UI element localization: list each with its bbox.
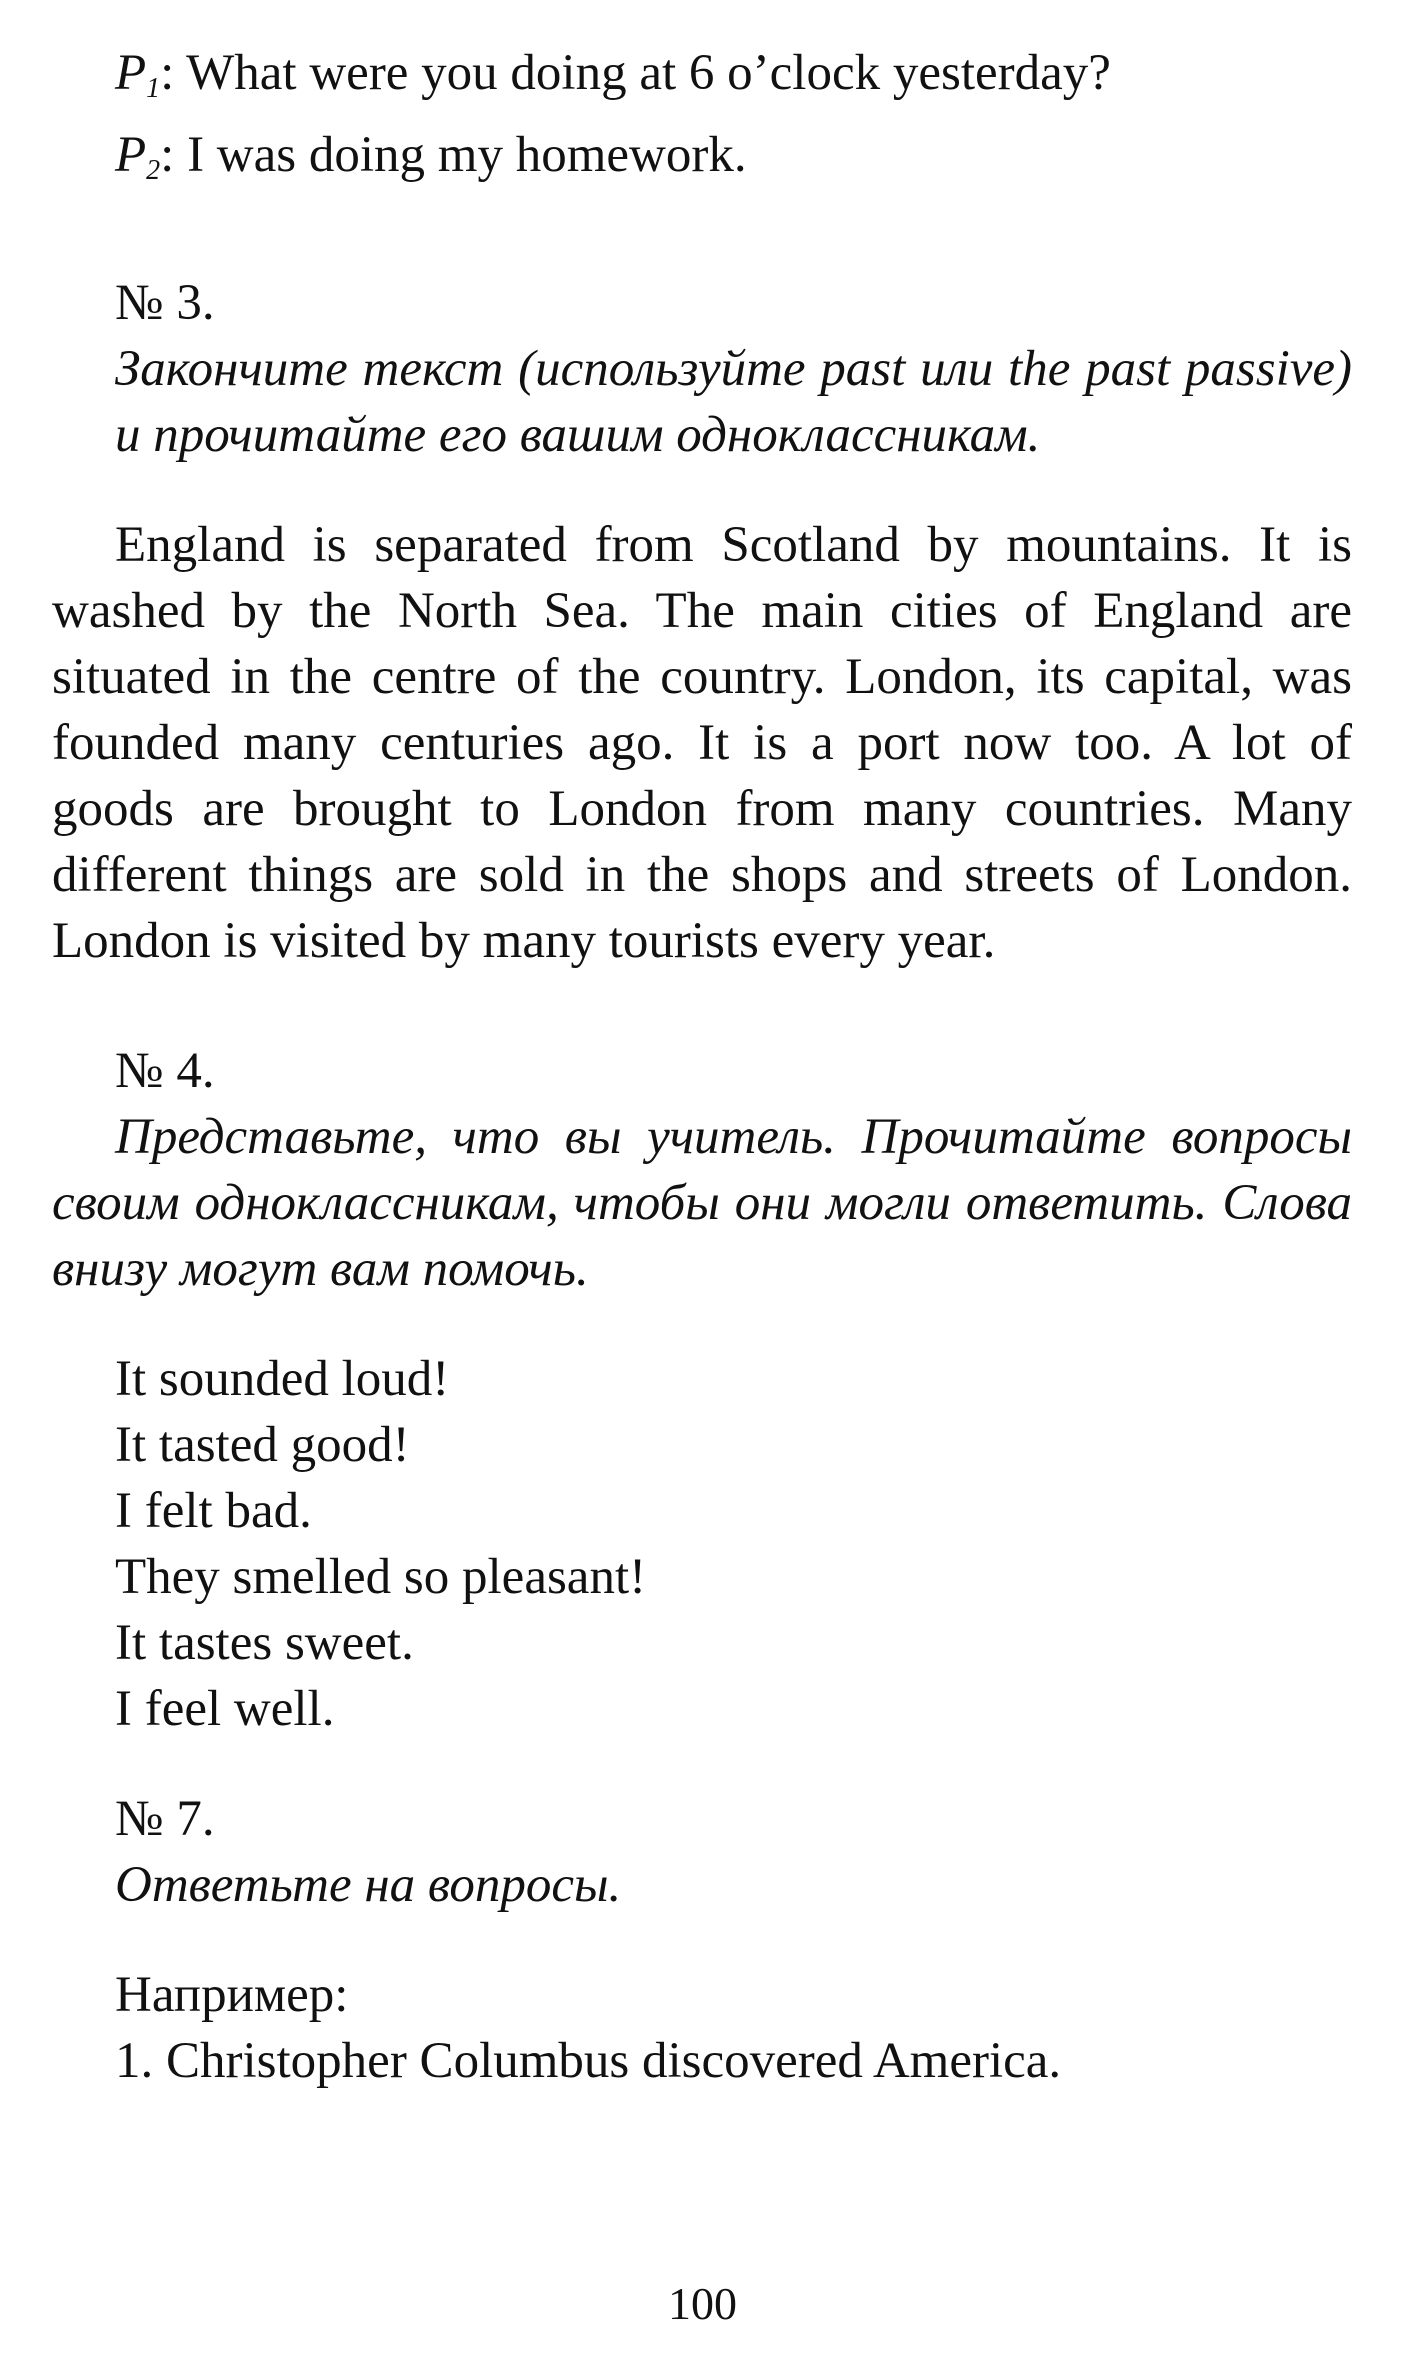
speaker-label — [115, 45, 161, 104]
dialog-text: : I was doing my homework. — [160, 127, 747, 183]
example-label: Например: — [115, 1967, 349, 2023]
page-number: 100 — [668, 2278, 737, 2329]
speaker-letter: P — [115, 127, 147, 183]
exercise-7-number: № 7. — [115, 1791, 215, 1847]
speaker-label — [115, 127, 161, 186]
exercise-7-instruction: Ответьте на вопросы. — [115, 1857, 622, 1913]
dialog-text: : What were you doing at 6 o’clock yesterday? — [160, 45, 1111, 101]
exercise-3-instruction: Закончите текст (используйте past или the past passive) и прочитайте его вашим одноклассникам. — [115, 341, 1352, 463]
speaker-subscript: 2 — [146, 155, 161, 186]
exercise-4-line: They smelled so pleasant! — [115, 1549, 647, 1605]
exercise-4-line: It tastes sweet. — [115, 1615, 414, 1671]
speaker-subscript: 1 — [146, 73, 161, 104]
exercise-3-text: England is separated from Scotland by mountains. It is washed by the North Sea. The main cities of England are situated in the centre of the country. London, its capital, was founded many centuries ago. It is a port now too. A lot of goods are brought to London from many countries. Many different things are sold in the shops and streets of London. London is visited by many tourists every year. — [52, 517, 1352, 969]
exercise-4-line: I feel well. — [115, 1681, 335, 1737]
exercise-4-line: It sounded loud! — [115, 1351, 450, 1407]
exercise-4-line: It tasted good! — [115, 1417, 410, 1473]
dialog-line-1 — [115, 40, 1352, 122]
exercise-3-number: № 3. — [115, 275, 215, 331]
exercise-4-line: I felt bad. — [115, 1483, 312, 1539]
exercise-4-lines — [52, 1346, 1352, 1742]
page-content — [52, 40, 1352, 2094]
example-sentence: 1. Christopher Columbus discovered America. — [115, 2033, 1062, 2089]
dialog-line-2 — [115, 122, 1352, 204]
speaker-letter: P — [115, 45, 147, 101]
dialog — [52, 40, 1352, 204]
exercise-4-instruction: Представьте, что вы учитель. Прочитайте вопросы своим одноклассникам, чтобы они могли ответить. Слова внизу могут вам помочь. — [52, 1109, 1352, 1297]
exercise-4-number: № 4. — [115, 1043, 215, 1099]
